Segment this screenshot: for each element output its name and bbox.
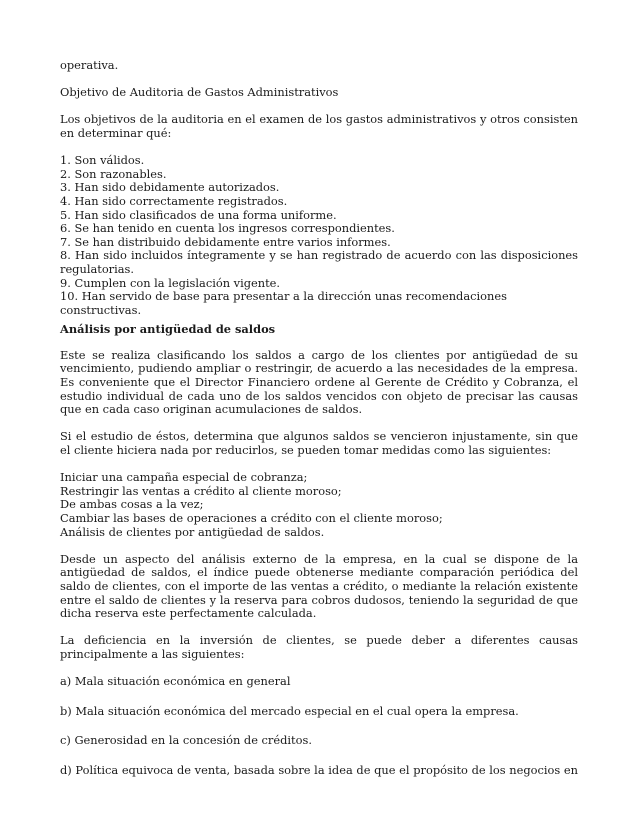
objectives-list — [60, 154, 578, 317]
list-item: 4. Han sido correctamente registrados. — [60, 193, 288, 208]
list-item: 6. Se han tenido en cuenta los ingresos correspondientes. — [60, 221, 395, 236]
paragraph-4: La deficiencia en la inversión de clientes, se puede deber a diferentes causas principalmente a las siguientes: — [60, 633, 578, 661]
measures-list — [60, 471, 578, 539]
section-heading: Análisis por antigüedad de saldos — [60, 322, 276, 337]
list-item: 2. Son razonables. — [60, 166, 167, 181]
list-item: Restringir las ventas a crédito al cliente moroso; — [60, 483, 342, 498]
cause-a: a) Mala situación económica en general — [60, 674, 291, 689]
cause-c: c) Generosidad en la concesión de créditos. — [60, 733, 312, 748]
list-item: 3. Han sido debidamente autorizados. — [60, 180, 280, 195]
list-item: 8. Han sido incluidos íntegramente y se han registrado de acuerdo con las disposiciones regulatorias. — [60, 248, 578, 276]
cause-d: d) Política equivoca de venta, basada sobre la idea de que el propósito de los negocios en — [60, 762, 578, 777]
list-item: 7. Se han distribuido debidamente entre varios informes. — [60, 234, 391, 249]
list-item: 1. Son válidos. — [60, 153, 145, 168]
list-item: 9. Cumplen con la legislación vigente. — [60, 275, 281, 290]
list-item: Cambiar las bases de operaciones a crédito con el cliente moroso; — [60, 511, 443, 525]
list-item: De ambas cosas a la vez; — [60, 497, 204, 512]
list-item: Iniciar una campaña especial de cobranza; — [60, 470, 308, 485]
cause-b: b) Mala situación económica del mercado especial en el cual opera la empresa. — [60, 703, 519, 718]
objectives-intro: Los objetivos de la auditoria en el examen de los gastos administrativos y otros consisten en determinar qué: — [60, 112, 578, 140]
objective-title: Objetivo de Auditoria de Gastos Administrativos — [60, 85, 339, 100]
paragraph-3: Desde un aspecto del análisis externo de la empresa, en la cual se dispone de la antigüedad de saldos, el índice puede obtenerse mediante comparación periódica del saldo de clientes, con el importe de las ventas a crédito, o mediante la relación existente entre el saldo de clientes y la reserva para cobros dudosos, teniendo la seguridad de que dicha reserva este perfectamente calculada. — [60, 551, 578, 621]
paragraph-1: Este se realiza clasificando los saldos a cargo de los clientes por antigüedad de su vencimiento, pudiendo ampliar o restringir, de acuerdo a las necesidades de la empresa. Es conveniente que el Director Financiero ordene al Gerente de Crédito y Cobranza, el estudio individual de cada uno de los saldos vencidos con objeto de precisar las causas que en cada caso originan acumulaciones de saldos. — [60, 347, 578, 417]
list-item: Análisis de clientes por antigüedad de saldos. — [60, 524, 325, 539]
paragraph-2: Si el estudio de éstos, determina que algunos saldos se vencieron injustamente, sin que el cliente hiciera nada por reducirlos, se pueden tomar medidas como las siguientes: — [60, 429, 578, 458]
document-page — [60, 59, 578, 778]
continuation-text: operativa. — [60, 58, 119, 72]
list-item: 10. Han servido de base para presentar a la dirección unas recomendaciones constructivas. — [60, 289, 507, 317]
list-item: 5. Han sido clasificados de una forma uniforme. — [60, 207, 337, 222]
